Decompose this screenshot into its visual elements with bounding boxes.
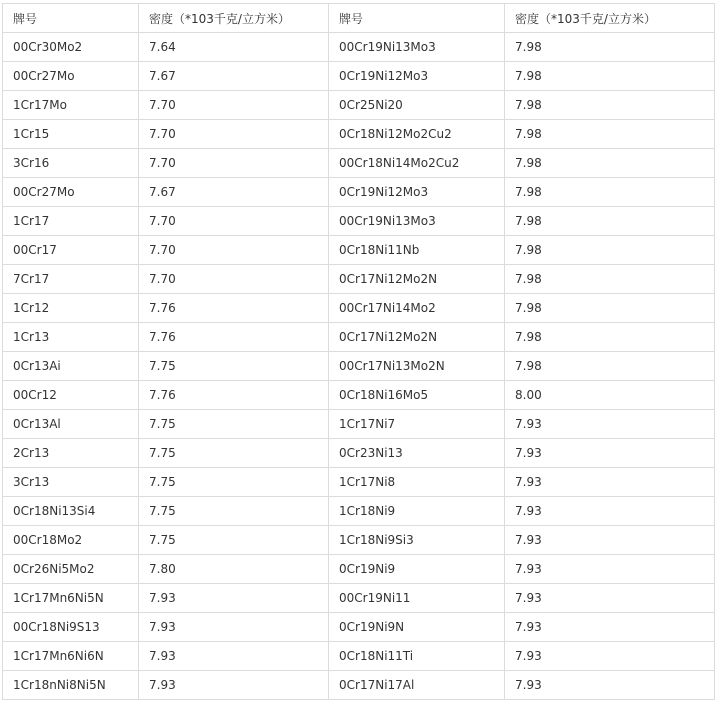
cell-density-left: 7.67 [139,62,329,91]
cell-grade-left: 00Cr18Ni9S13 [3,613,139,642]
cell-grade-right: 0Cr17Ni12Mo2N [329,265,505,294]
cell-density-left: 7.93 [139,671,329,700]
cell-grade-right: 00Cr17Ni14Mo2 [329,294,505,323]
table-header-row [3,4,715,33]
cell-density-left: 7.76 [139,323,329,352]
cell-grade-left: 1Cr18nNi8Ni5N [3,671,139,700]
cell-density-right: 7.98 [505,236,715,265]
cell-density-right: 7.98 [505,323,715,352]
cell-grade-left: 1Cr17Mn6Ni6N [3,642,139,671]
cell-grade-left: 1Cr15 [3,120,139,149]
cell-grade-right: 1Cr17Ni7 [329,410,505,439]
cell-grade-right: 0Cr23Ni13 [329,439,505,468]
cell-density-right: 7.98 [505,294,715,323]
cell-grade-right: 0Cr17Ni17Al [329,671,505,700]
cell-grade-left: 00Cr27Mo [3,62,139,91]
cell-grade-left: 00Cr27Mo [3,178,139,207]
cell-density-left: 7.75 [139,468,329,497]
table-row [3,613,715,642]
cell-density-left: 7.93 [139,613,329,642]
cell-grade-right: 0Cr19Ni12Mo3 [329,178,505,207]
cell-grade-left: 1Cr17Mo [3,91,139,120]
cell-grade-left: 1Cr17Mn6Ni5N [3,584,139,613]
cell-grade-right: 0Cr19Ni12Mo3 [329,62,505,91]
cell-density-left: 7.75 [139,439,329,468]
cell-density-left: 7.80 [139,555,329,584]
header-density-left: 密度（*103千克/立方米） [139,4,329,33]
table-row [3,555,715,584]
header-grade-left: 牌号 [3,4,139,33]
table-row [3,149,715,178]
table-row [3,526,715,555]
cell-density-left: 7.93 [139,642,329,671]
table-row [3,584,715,613]
cell-density-right: 7.93 [505,410,715,439]
cell-grade-left: 7Cr17 [3,265,139,294]
cell-grade-right: 1Cr18Ni9Si3 [329,526,505,555]
table-row [3,352,715,381]
cell-density-left: 7.70 [139,91,329,120]
table-row [3,497,715,526]
cell-density-right: 7.93 [505,439,715,468]
cell-density-left: 7.75 [139,352,329,381]
cell-grade-left: 1Cr13 [3,323,139,352]
cell-density-right: 7.98 [505,352,715,381]
table-row [3,323,715,352]
cell-grade-right: 00Cr19Ni13Mo3 [329,33,505,62]
cell-density-left: 7.70 [139,207,329,236]
cell-density-left: 7.64 [139,33,329,62]
table-row [3,207,715,236]
table-row [3,439,715,468]
cell-density-left: 7.67 [139,178,329,207]
cell-density-right: 7.93 [505,642,715,671]
cell-grade-left: 2Cr13 [3,439,139,468]
cell-density-right: 7.98 [505,149,715,178]
cell-density-right: 7.93 [505,555,715,584]
cell-grade-right: 0Cr18Ni12Mo2Cu2 [329,120,505,149]
table-body [3,4,715,700]
table-row [3,294,715,323]
density-table [2,3,715,700]
cell-grade-left: 1Cr12 [3,294,139,323]
cell-grade-right: 1Cr18Ni9 [329,497,505,526]
cell-grade-right: 0Cr19Ni9N [329,613,505,642]
cell-grade-right: 0Cr25Ni20 [329,91,505,120]
cell-grade-right: 00Cr19Ni11 [329,584,505,613]
cell-density-right: 7.98 [505,62,715,91]
cell-grade-left: 00Cr12 [3,381,139,410]
cell-density-left: 7.70 [139,265,329,294]
cell-grade-right: 1Cr17Ni8 [329,468,505,497]
cell-density-right: 7.98 [505,207,715,236]
table-row [3,642,715,671]
table-row [3,410,715,439]
cell-grade-left: 1Cr17 [3,207,139,236]
cell-density-left: 7.75 [139,410,329,439]
cell-grade-right: 00Cr19Ni13Mo3 [329,207,505,236]
cell-density-left: 7.70 [139,120,329,149]
cell-density-right: 7.93 [505,584,715,613]
cell-grade-right: 0Cr17Ni12Mo2N [329,323,505,352]
cell-grade-right: 0Cr18Ni11Ti [329,642,505,671]
cell-grade-right: 00Cr18Ni14Mo2Cu2 [329,149,505,178]
cell-grade-left: 0Cr13Ai [3,352,139,381]
cell-density-right: 7.98 [505,178,715,207]
cell-density-left: 7.75 [139,526,329,555]
table-row [3,236,715,265]
cell-grade-left: 0Cr26Ni5Mo2 [3,555,139,584]
cell-density-left: 7.70 [139,149,329,178]
cell-density-left: 7.76 [139,381,329,410]
cell-grade-left: 00Cr18Mo2 [3,526,139,555]
cell-grade-left: 3Cr13 [3,468,139,497]
table-row [3,381,715,410]
cell-grade-right: 0Cr18Ni16Mo5 [329,381,505,410]
header-density-right: 密度（*103千克/立方米） [505,4,715,33]
cell-density-left: 7.75 [139,497,329,526]
table-row [3,265,715,294]
cell-grade-right: 0Cr19Ni9 [329,555,505,584]
cell-density-right: 7.98 [505,265,715,294]
cell-density-right: 7.98 [505,120,715,149]
cell-density-right: 7.98 [505,33,715,62]
cell-grade-left: 00Cr17 [3,236,139,265]
cell-density-right: 7.93 [505,468,715,497]
cell-density-right: 7.98 [505,91,715,120]
cell-density-left: 7.93 [139,584,329,613]
cell-grade-right: 00Cr17Ni13Mo2N [329,352,505,381]
cell-grade-left: 00Cr30Mo2 [3,33,139,62]
table-row [3,178,715,207]
table-row [3,468,715,497]
cell-grade-left: 0Cr13Al [3,410,139,439]
cell-density-right: 7.93 [505,526,715,555]
cell-density-left: 7.70 [139,236,329,265]
cell-density-right: 7.93 [505,613,715,642]
cell-density-left: 7.76 [139,294,329,323]
table-row [3,671,715,700]
table-row [3,120,715,149]
cell-grade-right: 0Cr18Ni11Nb [329,236,505,265]
cell-density-right: 7.93 [505,671,715,700]
cell-grade-left: 3Cr16 [3,149,139,178]
table-row [3,91,715,120]
table-row [3,62,715,91]
table-row [3,33,715,62]
cell-density-right: 7.93 [505,497,715,526]
cell-grade-left: 0Cr18Ni13Si4 [3,497,139,526]
cell-density-right: 8.00 [505,381,715,410]
header-grade-right: 牌号 [329,4,505,33]
